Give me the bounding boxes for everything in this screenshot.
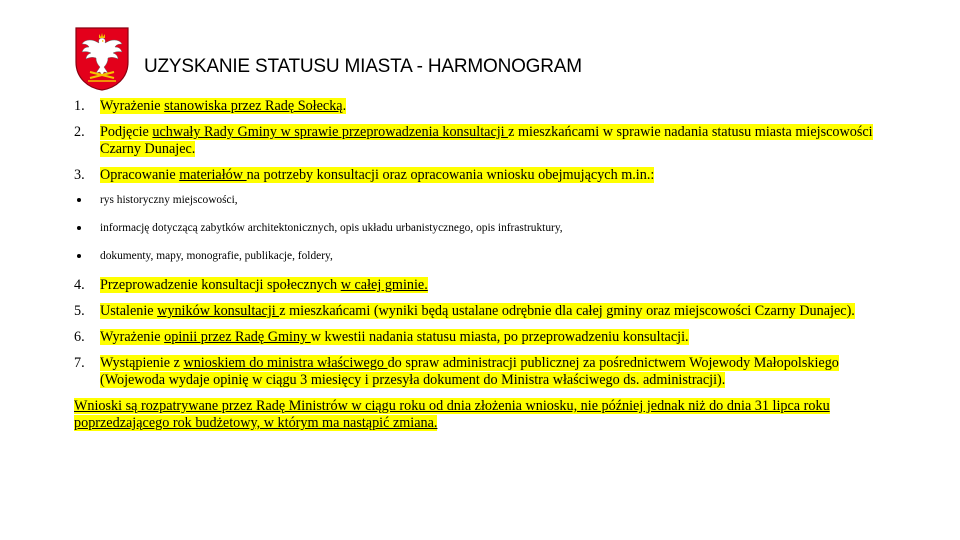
- bullet-item: [74, 249, 890, 263]
- step-text: z mieszkańcami (wyniki będą ustalane odrębnie dla całej gminy oraz miejscowości Czarny Dunajec).: [279, 303, 855, 319]
- step-text-underlined: wnioskiem do ministra właściwego: [183, 355, 388, 371]
- step-item: [74, 355, 890, 389]
- step-text: do spraw administracji publicznej za pośrednictwem Wojewody Małopolskiego (Wojewoda wydaje opinię w ciągu 3 miesięcy i przesyła dokument do Ministra właściwego ds. administracji).: [100, 355, 839, 388]
- step-text: Przeprowadzenie konsultacji społecznych: [100, 277, 341, 293]
- bullet-item: [74, 221, 890, 235]
- bullet-item: [74, 193, 890, 207]
- bullet-text: dokumenty, mapy, monografie, publikacje, foldery,: [100, 250, 333, 262]
- bullet-text: informację dotyczącą zabytków architektonicznych, opis układu urbanistycznego, opis infrastruktury,: [100, 222, 563, 234]
- bullet-text: rys historyczny miejscowości,: [100, 194, 238, 206]
- step-item: [74, 329, 890, 346]
- step-text-underlined: stanowiska przez Radę Sołecką: [164, 98, 343, 114]
- step-item: [74, 167, 890, 184]
- steps-list: [74, 98, 890, 184]
- step-number: 5.: [74, 303, 85, 319]
- step-text: na potrzeby konsultacji oraz opracowania wniosku obejmujących m.in.:: [246, 167, 655, 183]
- step-number: 7.: [74, 355, 85, 371]
- step-text: z mieszkańcami w sprawie nadania statusu miasta miejscowości Czarny Dunajec.: [100, 124, 873, 157]
- step-text: Wyrażenie: [100, 98, 165, 114]
- step-item: [74, 124, 890, 158]
- step-text-underlined: uchwały Rady Gminy w sprawie przeprowadzenia konsultacji: [152, 124, 509, 140]
- step-text: w kwestii nadania statusu miasta, po przeprowadzeniu konsultacji.: [310, 329, 689, 345]
- step-text: Opracowanie: [100, 167, 180, 183]
- bullet-dot-icon: [77, 254, 81, 258]
- step-text: Ustalenie: [100, 303, 158, 319]
- step-number: 4.: [74, 277, 85, 293]
- footnote: Wnioski są rozpatrywane przez Radę Ministrów w ciągu roku od dnia złożenia wniosku, nie później jednak niż do dnia 31 lipca roku poprzedzającego rok budżetowy, w którym ma nastąpić zmiana.: [74, 398, 830, 431]
- harmonogram-content: [74, 98, 890, 432]
- materials-bullet-list: [74, 193, 890, 263]
- step-item: [74, 98, 890, 115]
- bullet-dot-icon: [77, 198, 81, 202]
- step-item: [74, 277, 890, 294]
- step-item: [74, 303, 890, 320]
- step-number: 3.: [74, 167, 85, 183]
- step-text: Wystąpienie z: [100, 355, 184, 371]
- step-text-underlined: wyników konsultacji: [157, 303, 280, 319]
- step-text: .: [342, 98, 347, 114]
- bullet-dot-icon: [77, 226, 81, 230]
- step-text-underlined: w całej gminie.: [340, 277, 428, 293]
- step-number: 1.: [74, 98, 85, 114]
- steps-list-continued: [74, 277, 890, 389]
- eagle-crest-icon: [74, 26, 130, 92]
- step-number: 6.: [74, 329, 85, 345]
- page-title: UZYSKANIE STATUSU MIASTA - HARMONOGRAM: [144, 56, 582, 77]
- step-text: Wyrażenie: [100, 329, 165, 345]
- step-number: 2.: [74, 124, 85, 140]
- step-text-underlined: materiałów: [179, 167, 247, 183]
- step-text-underlined: opinii przez Radę Gminy: [164, 329, 311, 345]
- step-text: Podjęcie: [100, 124, 153, 140]
